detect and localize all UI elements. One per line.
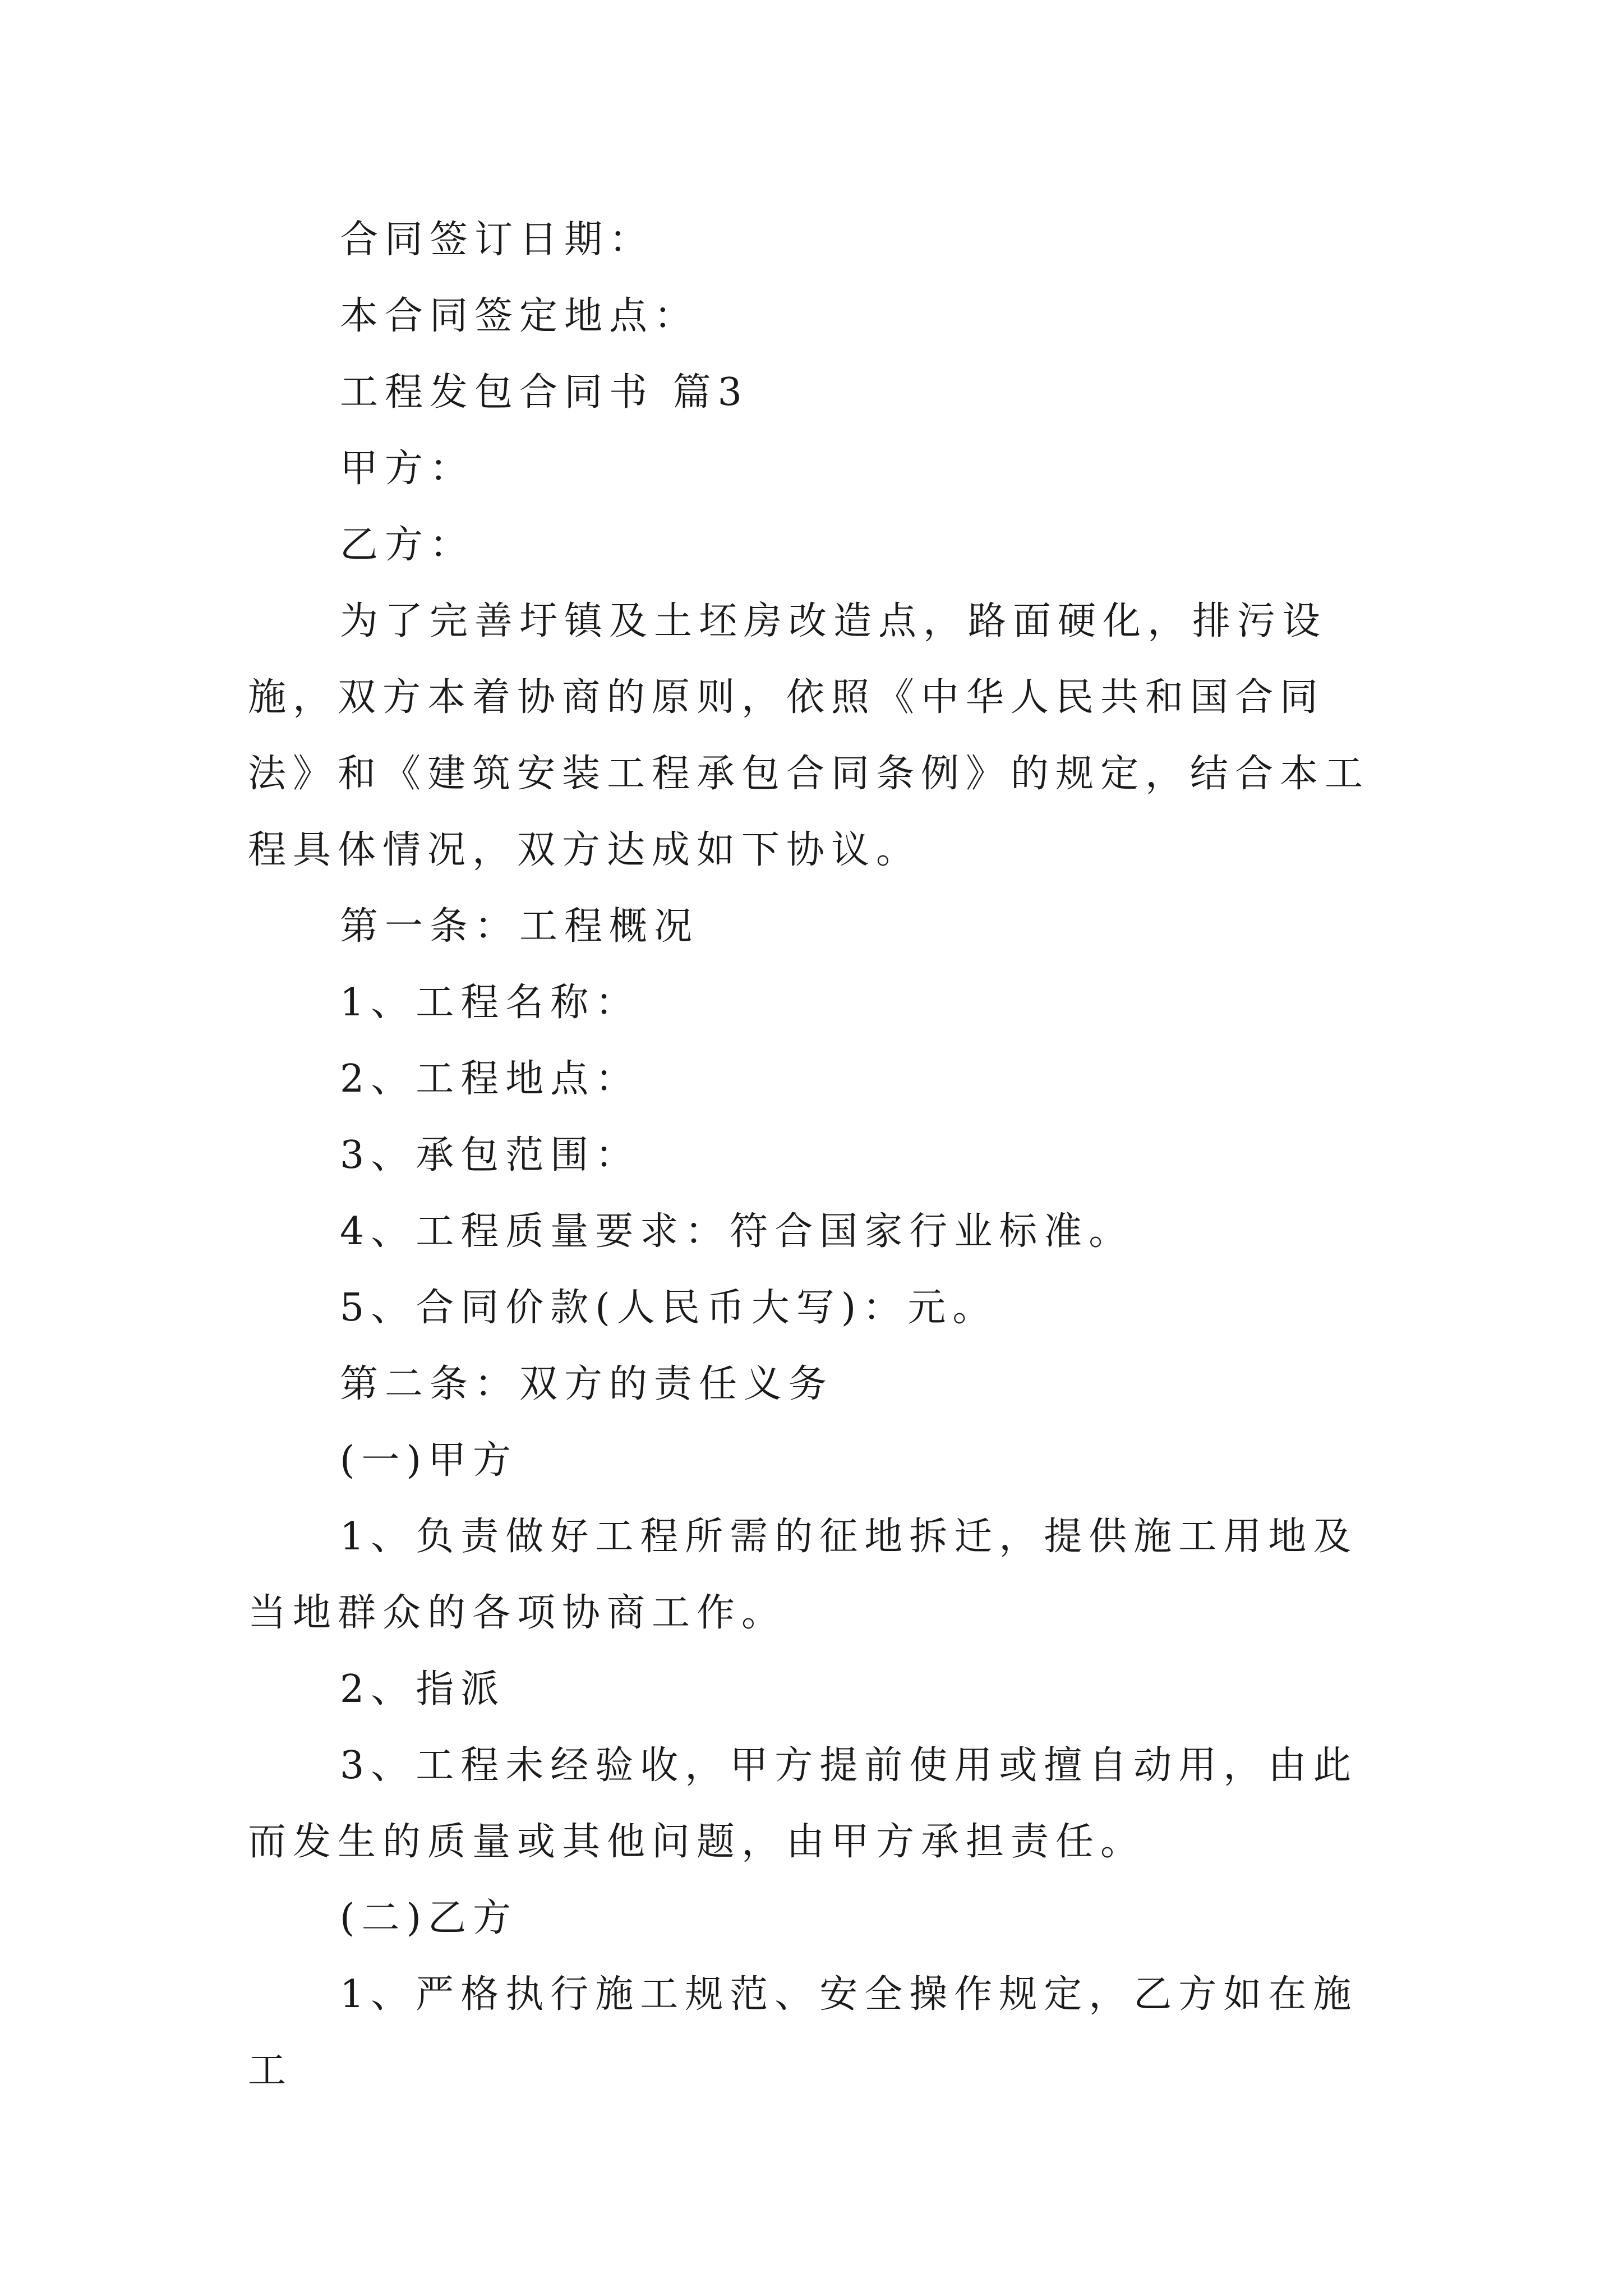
- section-title: 工程发包合同书 篇3: [340, 370, 749, 415]
- document-body: [248, 202, 1386, 2109]
- contract-signing-date-line: 合同签订日期：: [340, 218, 654, 262]
- party-b-duty-1: 1、严格执行施工规范、安全操作规定，乙方如在施工: [248, 1972, 1358, 2093]
- project-location-line: 2、工程地点：: [340, 1057, 640, 1101]
- party-a-duty-3: 3、工程未经验收，甲方提前使用或擅自动用，由此而发生的质量或其他问题，由甲方承担责任。: [248, 1743, 1358, 1864]
- party-a-subheading: (一)甲方: [340, 1438, 518, 1483]
- contract-scope-line: 3、承包范围：: [340, 1133, 640, 1177]
- party-a-line: 甲方：: [340, 447, 475, 491]
- party-a-duty-1: 1、负责做好工程所需的征地拆迁，提供施工用地及当地群众的各项协商工作。: [248, 1515, 1358, 1635]
- quality-requirement-line: 4、工程质量要求：符合国家行业标准。: [340, 1209, 1134, 1254]
- contract-price-line: 5、合同价款(人民币大写)：元。: [340, 1286, 998, 1330]
- party-a-duty-2: 2、指派: [340, 1667, 506, 1711]
- contract-signing-place-line: 本合同签定地点：: [340, 294, 699, 338]
- article-2-heading: 第二条：双方的责任义务: [340, 1362, 834, 1406]
- party-b-subheading: (二)乙方: [340, 1896, 518, 1940]
- project-name-line: 1、工程名称：: [340, 981, 640, 1025]
- preamble-paragraph: 为了完善圩镇及土坯房改造点，路面硬化，排污设施，双方本着协商的原则，依照《中华人民共和国合同法》和《建筑安装工程承包合同条例》的规定，结合本工程具体情况，双方达成如下协议。: [248, 599, 1370, 872]
- party-b-line: 乙方：: [340, 523, 475, 567]
- article-1-heading: 第一条：工程概况: [340, 904, 699, 949]
